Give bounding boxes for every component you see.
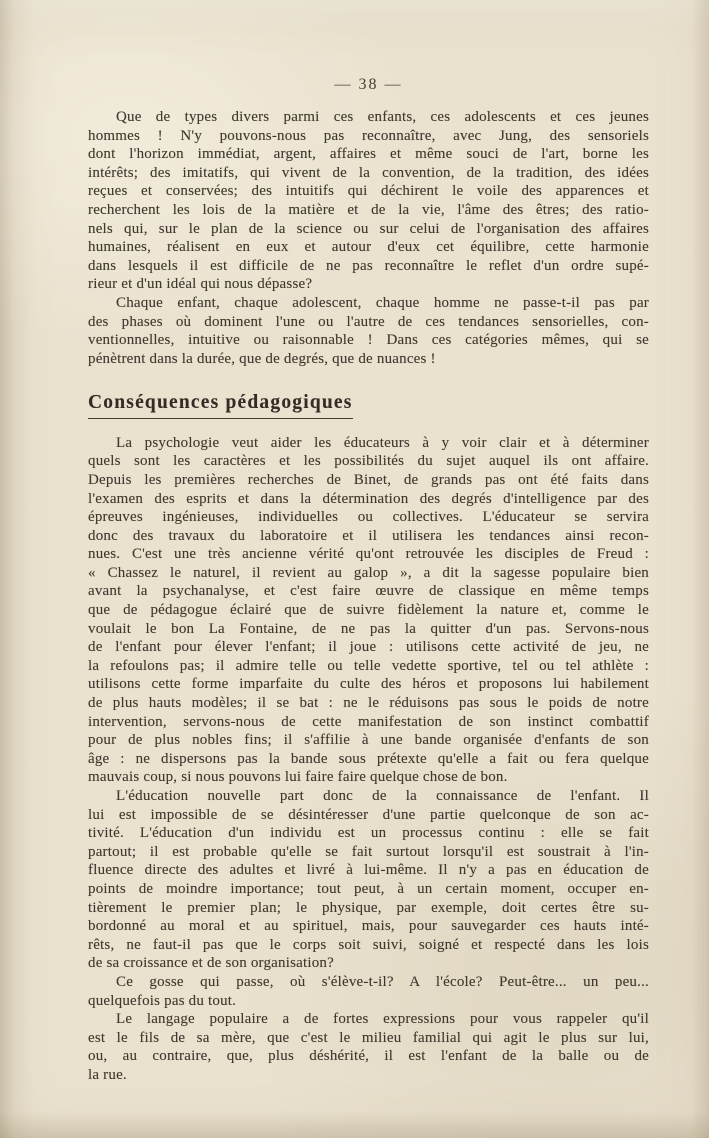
text-line: reçues et conservées; des intuitifs qui déchirent le voile des apparences et xyxy=(88,183,649,200)
text-line: des phases où dominent l'une ou l'autre de ces tendances sensorielles, con- xyxy=(88,313,649,330)
text-line: que de pédagogue éclairé que de suivre fidèlement la nature et, comme le xyxy=(88,602,649,619)
text-line: tivité. L'éducation d'un individu est un processus continu : elle se fait xyxy=(88,825,649,842)
text-line: tièrement le premier plan; le physique, par exemple, doit certes être su- xyxy=(88,899,649,916)
text-line: âge : ne dispersons pas la bande sous prétexte qu'elle a fait ou fera quelque xyxy=(88,750,649,767)
text-line: avant la psychanalyse, et c'est faire œuvre de classique en même temps xyxy=(88,583,649,600)
text-line: nues. C'est une très ancienne vérité qu'ont retrouvée les disciples de Freud : xyxy=(88,546,649,563)
text-line: La psychologie veut aider les éducateurs à y voir clair et à déterminer xyxy=(116,434,649,451)
text-line: Que de types divers parmi ces enfants, ces adolescents et ces jeunes xyxy=(116,109,649,125)
text-line: rieur et d'un idéal qui nous dépasse? xyxy=(88,276,313,293)
section-heading: Conséquences pédagogiques xyxy=(88,392,353,418)
text-line: hommes ! N'y pouvons-nous pas reconnaître, avec Jung, des sensoriels xyxy=(88,127,649,144)
text-line: rêts, ne faut-il pas que le corps soit suivi, soigné et respecté dans les lois xyxy=(88,936,649,953)
text-line: utilisons cette forme imparfaite du culte des héros et proposons lui habilement xyxy=(88,676,649,693)
text-line: Ce gosse qui passe, où s'élève-t-il? A l'école? Peut-être... un peu... xyxy=(116,973,649,990)
text-line: Le langage populaire a de fortes expressions pour vous rappeler qu'il xyxy=(116,1011,649,1028)
text-line: mauvais coup, si nous pouvons lui faire faire quelque chose de bon. xyxy=(88,769,508,786)
text-line: fluence directe des adultes et livré à lui-même. Il n'y a pas en éducation de xyxy=(88,862,649,879)
text-line: Depuis les premières recherches de Binet, de grands pas ont été faits dans xyxy=(88,471,649,488)
text-line: ou, au contraire, que, plus déshérité, il est l'enfant de la balle ou de xyxy=(88,1048,649,1065)
text-line: « Chassez le naturel, il revient au galop », a dit la sagesse populaire bien xyxy=(88,564,649,581)
text-line: est le fils de sa mère, que c'est le milieu familial qui agit le plus sur lui, xyxy=(88,1029,649,1046)
text-line: dont l'horizon immédiat, argent, affaires et même souci de l'art, borne les xyxy=(88,146,649,163)
text-line: la refoulons pas; il admire telle ou telle vedette sportive, tel ou tel athlète : xyxy=(88,657,649,674)
paragraph xyxy=(88,434,649,787)
text-line: voulait le bon La Fontaine, de ne pas la quitter d'un pas. Servons-nous xyxy=(88,620,649,637)
text-line: humaines, réalisent en eux et autour d'eux cet équilibre, cette harmonie xyxy=(88,239,649,256)
text-line: points de moindre importance; tout peut, à un certain moment, occuper en- xyxy=(88,880,649,897)
text-line: pour de plus nobles fins; il s'affilie à une bande organisée d'enfants de son xyxy=(88,732,649,749)
text-line: quelquefois pas du tout. xyxy=(88,992,237,1009)
text-line: épreuves ingénieuses, individuelles ou collectives. L'éducateur se servira xyxy=(88,509,649,526)
text-line: bordonné au moral et au spirituel, mais, pour sauvegarder ces hauts inté- xyxy=(88,918,649,935)
text-line: la rue. xyxy=(88,1066,127,1083)
text-line: donc des travaux du laboratoire et il utilisera les tendances ainsi recon- xyxy=(88,527,649,544)
text-line: l'examen des esprits et dans la détermination des degrés d'intelligence par des xyxy=(88,490,649,507)
text-line: partout; il est probable qu'elle se fait surtout lorsqu'il est soustrait à l'in- xyxy=(88,843,649,860)
paragraph xyxy=(88,108,649,294)
text-line: intérêts; des imitatifs, qui vivent de la convention, de la tradition, des idées xyxy=(88,164,649,181)
text-line: lui est impossible de se désintéresser d'une partie quelconque de son ac- xyxy=(88,806,649,823)
text-line: intervention, servons-nous de cette manifestation de son instinct combattif xyxy=(88,713,649,730)
text-line: nels qui, sur le plan de la science ou sur celui de l'organisation des affaires xyxy=(88,220,649,237)
paragraph xyxy=(88,1010,649,1084)
text-line: de plus hauts modèles; il se bat : ne le réduisons pas sous le poids de notre xyxy=(88,695,649,712)
paragraph xyxy=(88,294,649,368)
text-block xyxy=(88,108,649,1085)
paragraph xyxy=(88,787,649,973)
text-line: quels sont les caractères et les possibilités du sujet auquel ils ont affaire. xyxy=(88,453,649,470)
text-line: Chaque enfant, chaque adolescent, chaque homme ne passe-t-il pas par xyxy=(116,294,649,311)
page-number: — 38 — xyxy=(334,76,403,93)
text-line: L'éducation nouvelle part donc de la connaissance de l'enfant. Il xyxy=(116,788,649,805)
text-line: de sa croissance et de son organisation? xyxy=(88,955,334,972)
text-line: de l'enfant pour élever l'enfant; il joue : utilisons cette activité de jeu, ne xyxy=(88,639,649,656)
text-line: recherchent les lois de la matière et de la vie, l'âme des êtres; des ratio- xyxy=(88,201,649,218)
text-line: pénètrent dans la durée, que de degrés, que de nuances ! xyxy=(88,350,436,367)
paragraph xyxy=(88,973,649,1010)
text-line: dans lesquels il est difficile de ne pas reconnaître le reflet d'un ordre supé- xyxy=(88,257,649,274)
text-line: ventionnelles, intuitive ou raisonnable ! Dans ces catégories mêmes, qui se xyxy=(88,332,649,349)
